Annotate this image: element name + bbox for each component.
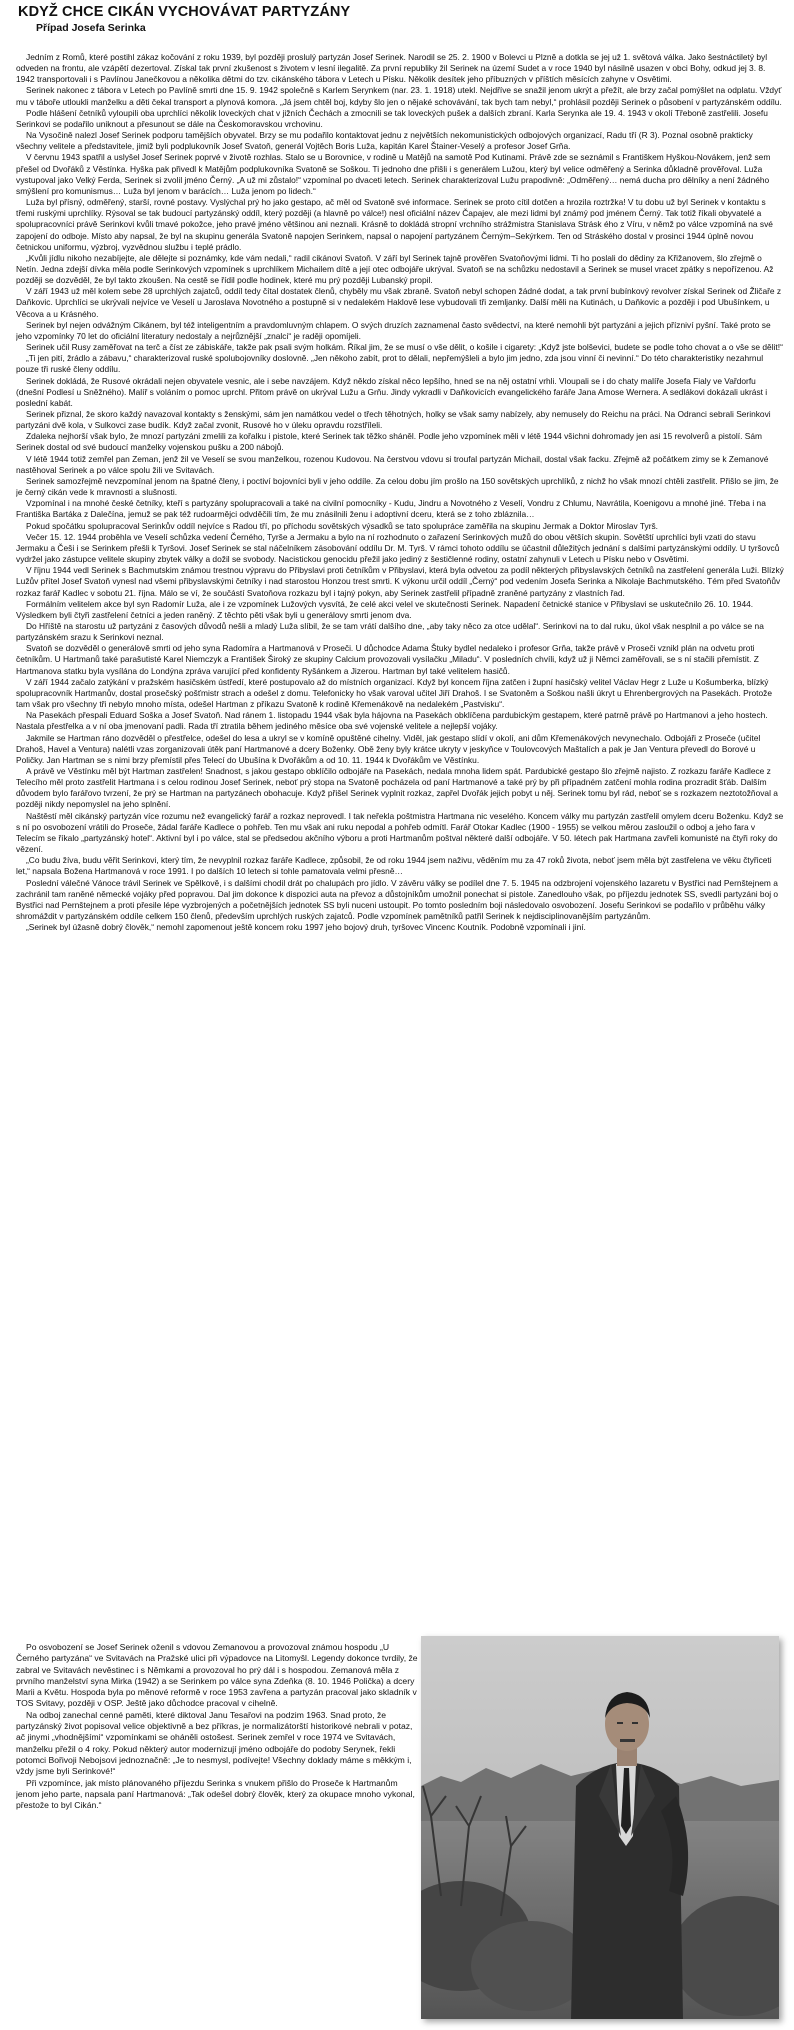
body-paragraph-17: Vzpomínal i na mnohé české četníky, kteří s partyzány spolupracovali a také na civilní pomocníky - Kudu, Jindru a Novotného z Veselí, Vondru z Chlumu, Navrátila, Koenigovu a mnohé jiné. Třeba i na Františka Bartáka z Dalečína, jemuž se pak též rudoarmějci odvděčili tím, že mu znásilnili ženu i adoptivní dceru, která se z toho zbláznila… — [16, 498, 766, 520]
body-paragraph-9: Serinek byl nejen odvážným Cikánem, byl též inteligentním a pravdomluvným chlapem. O svých druzích zaznamenal často svědectví, na které nemohli být partyzáni a jejich přízniví pyšní. Také proto se jeho vzpomínky 70 let do oficiální literatury nedostaly a nejrůznější „znalci“ je raději opomíjeli. — [16, 319, 771, 341]
body-paragraph-27: A právě ve Věstínku měl být Hartman zastřelen! Snadnost, s jakou gestapo obklíčilo odbojáře na Pasekách, nedala mnoha lidem spát. Pardubické gestapo šlo zřejmě najisto. Z rozkazu faráře Kadlece z Telecího měl proto zastřelit Hartmana i s celou rodinou Josef Serinek, neboť prý stopa na Svatoně pocházela od paní Hartmanové a také prý by při případném zatčení mohla rodina prozradit šťáb. Dalším důvodem bylo farářovo tvrzení, že prý se Hartman na partyzánech obohacuje. Když přišel Serinek vyplnit rozkaz, zapřel Dvořák jejich pobyt u něj. Serinek tomu byl rád, neboť se s rozkazem neztotožňoval a později nikdy nepomyslel na jeho splnění. — [16, 766, 778, 810]
body-paragraph-16: Serinek samozřejmě nevzpomínal jenom na špatné členy, i poctiví bojovníci byli v jeho oddíle. Za celou dobu jím prošlo na 150 sovětských uprchlíků, z nichž ho však mnozí chtěli zastřelit. Přišlo se jim, že je černý cikán vede k mravnosti a slušnosti. — [16, 475, 779, 498]
body-paragraph-13: Serinek přiznal, že skoro každý navazoval kontakty s ženskými, sám jen namátkou vedel o třech těhotných, holky se však samy nabízely, aby nemusely do Reichu na práci. Na Odranci sebrali Serinkovi partyzáni dvě kola, v Sulkovci zase budík. Když začal zvonit, Rusové ho v úleku opravdu rozstříleli. — [16, 409, 771, 431]
body-paragraph-25: Na Pasekách přespali Eduard Soška a Josef Svatoň. Nad ránem 1. listopadu 1944 však byla hájovna na Pasekách obklíčena pardubickým gestapem, které patrně právě po Hartmanovi a jeho hostech. Nastala přestřelka a v ní oba jmenovaní padli. Rada tří ztratila během jediného měsíce oba své vojenské velitele a nejlepší vojáky. — [16, 710, 768, 732]
body-paragraph-7: „Kvůli jídlu nikoho nezabíjejte, ale dělejte si poznámky, kde vám nedali,“ radil cikánovi Svatoň. V září byl Serinek tajně prověřen Svatoňovými lidmi. Ti ho poslali do dědiny za Křižanovem, šlo zřejmě o Netín. Jedna zdejší dívka měla podle Serinkových vzpomínek s uprchlíkem Michailem dítě a její otec odbojáře ukrýval. Svatoň se na schůzku nedostavil a Serinek se musel vracet zpátky s nepořízenou. Až později se dozvěděl, že byl takto zkoušen. Na cestě se řídil podle hodinek, které mu prý později Lubanský propil. — [16, 252, 774, 286]
article-body — [16, 52, 784, 1052]
photo-illustration — [421, 1636, 779, 2019]
body-paragraph-28: Naštěstí měl cikánský partyzán více rozumu než evangelický farář a rozkaz neprovedl. I tak neřekla poštmistra Hartmana nic veselého. Koncem války mu partyzán zastřelil omylem dceru Boženku. Když se s ní po osvobození vrátili do Proseče, žádal faráře Kadlece o pohřeb. Ten mu však ani ruku nepodal a pohřeb odmítl. Farář Otokar Kadlec (1900 - 1955) se velkou měrou zasloužil o odboj a jeho fara v Telecím se říkalo „partyzánský hotel“. Aktivní byl i po válce, stal se předsedou akčního výboru a proti Hartmanům poštval některé další odbojáře. V 50. létech pak Hartmana zavřeli komunisté na čtyři roky do vězení. — [16, 810, 784, 855]
body-paragraph-1: Jedním z Romů, které postihl zákaz kočování z roku 1939, byl později proslulý partyzán Josef Serinek. Narodil se 25. 2. 1900 v Bolevci u Plzně a dotkla se jej už 1. světová válka. Jako šestnáctiletý byl odveden na frontu, ale vzápětí dezertoval. Získal tak první zkušenost s životem v lesní ilegalitě. Za první republiky žil Serinek na území Sudet a v roce 1940 byl násilně usazen v obci Bohy, odkud jej 3. 8. 1942 transportovali i s Pavlínou Janečkovou a několika dětmi do tzv. cikánského tábora v Letech u Písku. Několik desítek jeho příbuzných v příštích měsících zahyne v Osvětimi. — [16, 52, 768, 85]
body-paragraph-6: Luža byl přísný, odměřený, starší, rovné postavy. Vyslýchal prý ho jako gestapo, ač měl od Svatoně své informace. Serinek se proto cítil dotčen a hrozila roztržka! V tu dobu už byl Serinek v kontaktu s třemi ruskými uprchlíky. Rýsoval se tak budoucí partyzánský oddíl, který později (a hlavně po válce!) nesl oficiální název Čapajev, ale mezi lidmi byl známý pod jménem Černý. Tak totiž říkali obyvatelé a spolupracovníci právě Serinkovi kvůli tmavé pokožce, jeho pravé jméno většinou ani neznali. Krásně to dokládá stropní vrchního strážmistra Stanislava Strásk ého z Víru, v němž po válce vzpomíná na své zapojení do odboje. Místo aby napsal, že byl na skupinu generála Svatoně napojen Serinkem, napsal o napojení partyzánem Černým–Sekýrkem. Ten od Stráského dostal v prosinci 1944 úplně novou četnickou uniformu, výzbroj, vyzvědnou službu i teplé prádlo. — [16, 197, 773, 252]
body-paragraph-10: Serinek učil Rusy zaměřovat na terč a číst ze zábiskáře, takže pak psali svým holkám. Říkal jim, že se musí o vše dělit, o košile i cigarety: „Když jste bolševici, budete se podle toho chovat a o vše se dělit!“ — [26, 342, 783, 353]
body-paragraph-12: Serinek dokládá, že Rusové okrádali nejen obyvatele vesnic, ale i sebe navzájem. Když někdo získal něco lepšího, hned se na něj ostatní vrhli. Vloupali se i do chaty malíře Josefa Fialy ve Vařdorfu (dnešní Podlesí u Sněžného). Malíř s voláním o pomoc uprchl. Přitom právě on ukrýval Lužu a Grňu. Jindy vykradli v Daňkovicích evangelického faráře Jana Amose Wernera. A sedlákovi dokázali ukrást i poslední kabát. — [16, 375, 768, 408]
body-paragraph-19: Večer 15. 12. 1944 proběhla ve Veselí schůzka vedení Černého, Tyrše a Jermaku a bylo na ní rozhodnuto o zařazení Serinkových mužů do obou větších skupin. Sovětští uprchlíci byli vzati do stavu Jermaku a Češi i se Serinkem přešli k Tyršovi. Josef Serinek se stal náčelníkem zásobování oddílu Dr. M. Tyrš. V rámci tohoto oddílu se účastnil důležitých jednání s dalšími partyzánskými oddíly. U tyršovců vydržel jako zástupce velitele skupiny zbytek války a dožil se svobody. Nacistickou genocidu přežil jako jediný z šestičlenné rodiny, ostatní zahynuli v Letech u Písku nebo v Osvětimi. — [16, 531, 780, 565]
body-paragraph-20: V říjnu 1944 vedl Serinek s Bachmutskim známou trestnou výpravu do Přibyslavi proti četníkům v Přibyslavi, která byla odvetou za podíl některých přibyslavských četníků na zastřelení generála Luži. Blízký Lužův přítel Josef Svatoň vynesl nad všemi přibyslavskými četníky i nad starostou Honzou trest smrti. K výkonu určil oddíl „Černý“ pod vedením Josefa Serinka a Nikolaje Bachmutského. Tém před Svatoňův rozkaz farář Kadlec v sobotu 21. října. Málo se ví, že součástí Svatoňova rozkazu byl i tajný pokyn, aby Serinek zastřelil případně zraněné partyzány z vlastních řad. — [16, 565, 784, 598]
body-paragraph-3: Podle hlášení četníků vyloupili oba uprchlíci několik loveckých chat v jižních Čechách a zmocnili se tak loveckých pušek a dalších zbraní. Karla Serynka ale 19. 4. 1943 v okolí Třeboně zastřelili. Josefu Serinkovi se podařilo uniknout a přesunout se dále na Českomoravskou vrchovinu. — [16, 107, 768, 129]
body-paragraph-23: Svatoň se dozvěděl o generálově smrti od jeho syna Radomíra a Hartmanová v Proseči. U důchodce Adama Štuky bydlel nedaleko i profesor Grňa, takže právě v Proseči vznikl plán na odvetu proti četníkům. U Hartmanů také parašutisté Karel Niemczyk a František Široký ze skupiny Calcium provozovali vysílačku „Miladu“. V posledních chvíli, když už ji Němci zaměřovali, se s ní stačili přemístit. Z Hartmanova statku byla vysílána do Londýna zpráva varující před konfidenty Ryšánkem a Jizerou. Hartman byl také velitelem hasičů. — [16, 643, 759, 676]
partisan-portrait-photo — [421, 1636, 779, 2019]
body-paragraph-18: Pokud spočátku spolupracoval Serinkův oddíl nejvíce s Radou tří, po příchodu sovětských výsadků se tato spolupráce zaměřila na skupinu Jermak a Doktor Miroslav Tyrš. — [26, 520, 659, 531]
body-paragraph-8: V září 1943 už měl kolem sebe 28 uprchlých zajatců, oddíl tedy čítal dostatek členů, chyběly mu však zbraně. Svatoň nebyl schopen žádné dodat, a tak první bubínkový revolver získal Serinek od Žličaře z Daňkovic. Uprchlíci se ukrývali nejvíce ve Veselí u Jaroslava Novotného a postupně si v nedalekém Haklově lese vybudovali tři zemljanky. Další měli na Kutinách, u Daňkovic a později i pod Ubušínkem, u Věcova a u Krásného. — [16, 286, 782, 319]
body-paragraph-30: Poslední válečné Vánoce trávil Serinek ve Spělkově, i s dalšími chodil drát po chalupách pro jídlo. V závěru války se podílel dne 7. 5. 1945 na odzbrojení vojenského lazaretu v Bystřici nad Pernštejnem a zachránil tam raněné německé vojáky před popravou. Dal jim dokonce k dispozici auta na převoz a důstojníkům umožnil ponechat si pistole. Zanedlouho však, po příjezdu jednotek SS, svedli partyzáni boj o Bystřici nad Pernštejnem a proti přesile lépe vyzbrojených a početnějších jednotek SS byli nuceni ustoupit. Po tomto posledním boji následovalo osvobození. Josefu Serinkovi se podařilo v průběhu války shromáždit v partyzánském oddíle celkem 150 členů, především uprchlých ruských zajatců. Podle vzpomínek pamětníků patřil Serinek k nejdisciplinovanějším partyzánům. — [16, 877, 779, 922]
body-paragraph-26: Jakmile se Hartman ráno dozvěděl o přestřelce, odešel do lesa a ukryl se v komíně opuštěné cihelny. Viděl, jak gestapo slídí v okolí, ani dům Křemenákových nevynechalo. Odbojáři z Proseče (učitel Drahoš, Havel a Ventura) nalétli vzas zorganizovali útěk paní Hartmanové a dcery Boženky. Obě ženy byly krátce ukryty v jeskyňce v Toulovcových Maštalích a pak je Jan Ventura převedl do Borové u Poličky. Jan Hartman se s nimi brzy přemístil přes Telecí do Ubušína k Dvořákům a od 10. 11. 1944 k Dvořákům ve Věstínku. — [16, 732, 761, 765]
epilogue-paragraph-1: Po osvobození se Josef Serinek oženil s vdovou Zemanovou a provozoval známou hospodu „U Černého partyzána“ ve Svitavách na Pražské ulici při výpadovce na Litomyšl. Legendy dokonce tvrdily, že zabral ve Svitavách nevěstinec i s Němkami a provozoval ho prý dál i s hospodou. Zemanová měla z prvního manželství syna Mirka (1942) a se Serinkem po válce syna Zdeňka (8. 10. 1946 Polička) a dcery Marii a Květu. Hospoda byla po měnové reformě v roce 1953 zavřena a partyzán pracoval jako skladník v TOS Svitavy, později v OSP. Ještě jako důchodce pracoval v cihelně. — [16, 1642, 418, 1709]
body-paragraph-22: Do Hříště na starostu už partyzáni z časových důvodů nešli a mladý Luža slíbil, že se tam vrátí dalšího dne, „aby taky něco za otce udělal“. Serinkovi na to dal ruku, úkol však nesplnil a po válce se na partyzánském srazu k Serinkovi neznal. — [16, 620, 764, 643]
body-paragraph-21: Formálním velitelem akce byl syn Radomír Luža, ale i ze vzpomínek Lužových vysvítá, že celé akci velel ve skutečnosti Serinek. Napadení četnické stanice v Přibyslavi se uskutečnilo 26. 10. 1944. Výsledkem byli čtyři zastřelení četníci a jeden raněný. Z těchto pěti však byli u generálovy smrti jenom dva. — [16, 598, 754, 620]
body-paragraph-31: „Serinek byl úžasně dobrý člověk,“ nemohl zapomenout ještě koncem roku 1997 jeho bojový druh, tyršovec Vincenc Koutník. Podobně vzpomínali i jiní. — [26, 922, 586, 933]
body-paragraph-5: V červnu 1943 spatřil a uslyšel Josef Serinek poprvé v životě rozhlas. Stalo se u Borovnice, v rodině u Matějů na samotě Pod Kutinami. Právě zde se seznámil s Františkem Hyškou-Novákem, jenž sem přešel od Dvořáků z Věstínka. Hyška pak přivedl k Matějům podplukovníka Svatoně se Soškou. Ti jednoho dne přišli i s generálem Lužou, který byl velice odměřený a Serinka důkladně prověřoval. Luža vystupoval jako Velký Ferda, Serinek si zvolil jméno Černý. „A už mi zůstalo!“ vzpomínal po dvaceti letech. Serinek charakterizoval Lužu prapodivně: „Odměřený… nemá ducha pro dělníky a není žádného smýšlení pro komunismus… Luža byl jenom v barácích… Luža jenom po lidech.“ — [16, 152, 771, 196]
article-epilogue — [16, 1642, 418, 2022]
body-paragraph-4: Na Vysočině nalezl Josef Serinek podporu tamějších obyvatel. Brzy se mu podařilo kontaktovat jednu z největších nekomunistických odbojových organizací, Radu tří (R 3). Poznal osobně prakticky všechny velitele a představitele, jimiž byli podplukovník Josef Svatoň, generál Vojtěch Boris Luža, kapitán Karel Štainer-Veselý a profesor Josef Grňa. — [16, 130, 753, 152]
epilogue-paragraph-2: Na odboj zanechal cenné paměti, které diktoval Janu Tesařovi na podzim 1963. Snad proto, že partyzánský život popisoval velice objektivně a bez příkras, je normalizátorští historikové nebrali v potaz, ač jinymi „vhodnějšími“ vzpomínkami se oháněli ostošest. Serinek zemřel v roce 1974 ve Svitavách, manželku přežil o 4 roky. Pokud některý autor modernizují jméno odbojáře do podoby Serynek, řekli potomci Bořivoji Nebojsovi jednoznačně: „Je to nesmysl, podívejte! Všechny doklady máme s měkkým i, vždy jsme byli Serinkové!“ — [16, 1709, 413, 1777]
epilogue-paragraph-3: Při vzpomínce, jak místo plánovaného příjezdu Serinka s vnukem přišlo do Proseče k Hartmanům jenom jeho parte, napsala paní Hartmanová: „Tak odešel dobrý člověk, který za okupace mnoho vykonal, přestože to byl Cikán.“ — [16, 1777, 415, 1811]
body-paragraph-11: „Ti jen pití, žrádlo a zábavu,“ charakterizoval ruské spolubojovníky doslovně. „Jen někoho zabít, prot to dělali, nepřemýšleli a bylo jim jedno, zda jsou vinní či nevinní.“ Do této charakteristiky nezahrnul pouze tři ruské členy oddílu. — [16, 353, 764, 375]
body-paragraph-2: Serinek nakonec z tábora v Letech po Pavlíně smrti dne 15. 9. 1942 společně s Karlem Serynkem (nar. 23. 1. 1918) utekl. Nejdříve se snažil jenom ukrýt a přežít, ale brzy začal pomýšlet na odplatu. Vždyť mu v táboře utloukli manželku a děti čekal transport a plynová komora. „Já jsem chtěl boj, kdyby šlo jen o nějaké schovávání, tak bych tam nebyl,“ prohlásil později Serinek o působení v partyzánském oddílu. — [16, 85, 782, 107]
body-paragraph-29: „Co budu žíva, budu věřit Serinkovi, který tím, že nevyplnil rozkaz faráře Kadlece, způsobil, že od roku 1944 jsem naživu, věděním mu za 47 roků života, neboť jsem měla být zastřelena ve věku čtyřiceti let,“ napsala Božena Hartmanová v roce 1991. I po dalších 10 letech si tohle pamatovala velmi přesně… — [16, 855, 772, 877]
body-paragraph-15: V létě 1944 totiž zemřel pan Zeman, jenž žil ve Veselí se svou manželkou, rozenou Kudovou. Na čerstvou vdovu si troufal partyzán Michail, dostal však facku. Zřejmě až počátkem zimy se k Zemanové nastěhoval Serinek a po válce spolu žili ve Svitavách. — [16, 453, 769, 475]
body-paragraph-14: Zdaleka nejhorší však bylo, že mnozí partyzáni zmelili za kořalku i pistole, které Serinek tak těžko sháněl. Podle jeho vzpomínek měli v létě 1944 všichni dohromady jen asi 15 revolverů a pistolí. Sám Serinek dostal od své budoucí manželky vojenskou pušku a 200 nábojů. — [16, 431, 762, 453]
article-title: KDYŽ CHCE CIKÁN VYCHOVÁVAT PARTYZÁNY — [18, 4, 351, 20]
body-paragraph-24: V září 1944 začalo zatýkání v pražském hasičském ústředí, které postupovalo až do místních organizací. Když byl koncem října zatčen i župní hasičský velitel Václav Hegr z Luže u Košumberka, blízký spolupracovník Hartmanův, dostal prosečský pošťmistr strach a odešel z domu. Telefonicky ho však varoval učitel Jiří Drahoš. I se Svatoněm a Soškou našli úkryt u Ehrenbergrových na Pasekách. Protože tam však pro všechny tři nebylo mnoho místa, odešel Hartman z příkazu Svatoně k rodině Křemenákově na nedalekém „Pastvisku“. — [16, 676, 773, 710]
article-subtitle: Případ Josefa Serinka — [36, 22, 146, 34]
